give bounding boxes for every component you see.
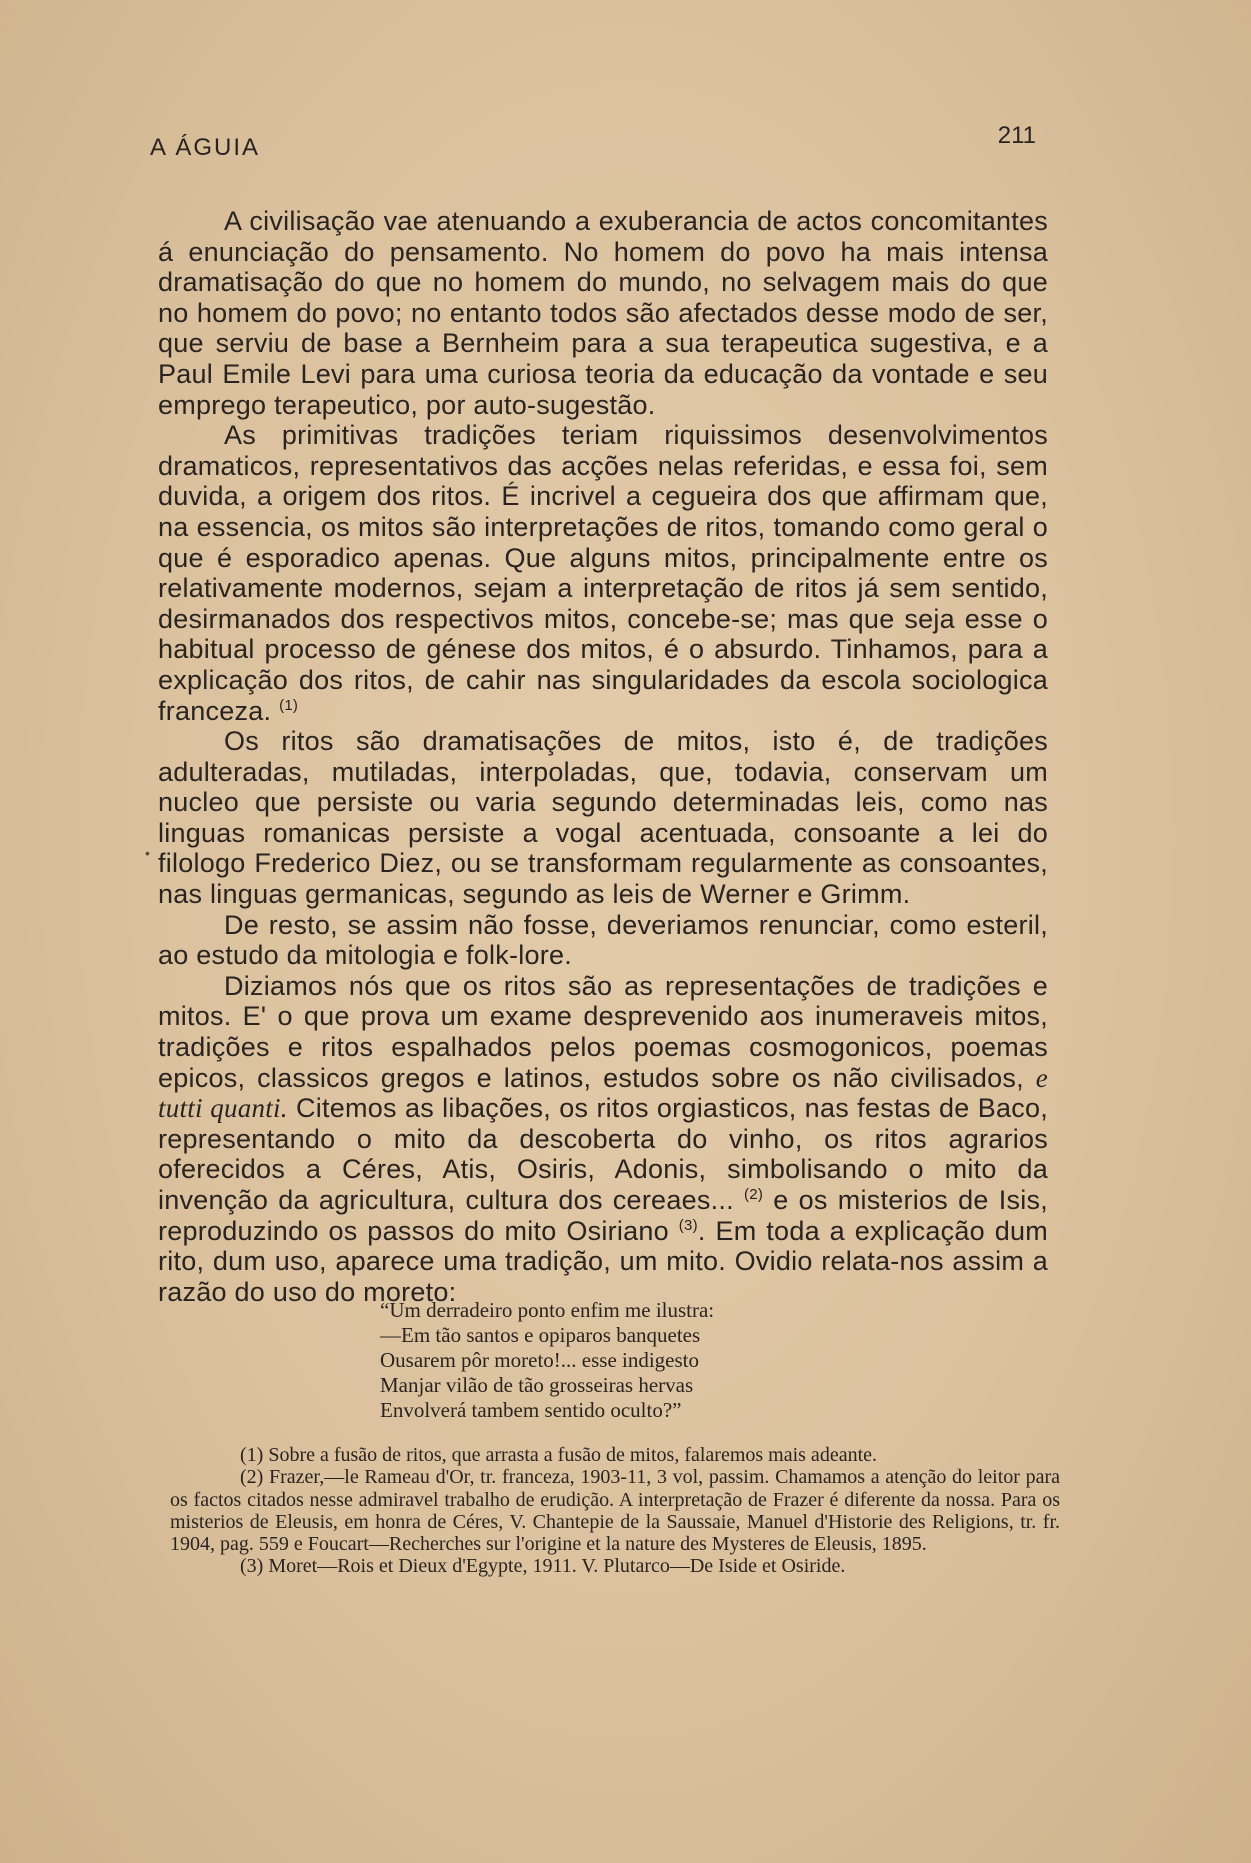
paragraph-text: Os ritos são dramatisações de mitos, isto é, de tradições adulteradas, mutiladas, interpoladas, que, todavia, conservam um nucleo que persiste ou varia segundo determinadas leis, como nas linguas romanicas persiste a vogal acentuada, consoante a lei do filologo Frederico Diez, ou se transformam regularmente as consoantes, nas linguas germanicas, segundo as leis de Werner e Grimm. [158,726,1048,910]
quote-line: Manjar vilão de tão grosseiras hervas [380,1373,694,1397]
footnote [170,1555,1060,1577]
paragraph-text: As primitivas tradições teriam riquissimos desenvolvimentos dramaticos, representativos das acções nelas referidas, e essa foi, sem duvida, a origem dos ritos. É incrivel a cegueira dos que affirmam que, na essencia, os mitos são interpretações de ritos, tomando como geral o que é esporadico apenas. Que alguns mitos, principalmente entre os relativamente modernos, sejam a interpretação de ritos já sem sentido, desirmanados dos respectivos mitos, concebe-se; mas que seja esse o habitual processo de génese dos mitos, é o absurdo. Tinhamos, para a explicação dos ritos, de cahir nas singularidades da escola sociologica franceza. [158,420,1048,726]
footnote-marker: (1) [240,1444,264,1466]
quote-line: Ousarem pôr moreto!... esse indigesto [380,1348,700,1372]
footnote-text: Frazer,—le Rameau d'Or, tr. franceza, 1903-11, 3 vol, passim. Chamamos a atenção do leitor para os factos citados nesse admiravel trabalho de erudição. A interpretação de Frazer é diferente da nossa. Para os misterios de Eleusis, em honra de Céres, V. Chantepie de la Saussaie, Manuel d'Historie des Religions, tr. fr. 1904, pag. 559 e Foucart—Recherches sur l'origine et la nature des Mysteres de Eleusis, 1895. [170,1466,1061,1556]
running-title: A ÁGUIA [150,134,261,161]
paragraph [158,726,1048,910]
paragraph-text: Citemos as libações, os ritos orgiasticos, nas festas de Baco, representando o mito da descoberta do vinho, os ritos agrarios oferecidos a Céres, Atis, Osiris, Adonis, simbolisando o mito da invenção da agricultura, cultura dos cereaes... [158,1093,1048,1215]
page-header [150,122,1036,162]
footnote-reference: (2) [744,1186,764,1203]
paragraph [158,206,1048,420]
paragraph-text: De resto, se assim não fosse, deveriamos renunciar, como esteril, ao estudo da mitologia e folk-lore. [158,909,1048,971]
quote-line: “Um derradeiro ponto enfim me ilustra: [380,1298,715,1322]
footnote-marker: (3) [240,1555,264,1578]
quote-line: Envolverá tambem sentido oculto?” [380,1398,682,1422]
paragraph-text: e os misterios de Isis, reproduzindo os passos do mito Osiriano [158,1185,1048,1246]
footnote-text: Moret—Rois et Dieux d'Egypte, 1911. V. Plutarco—De Iside et Osiride. [268,1555,846,1578]
footnotes [170,1444,1060,1578]
paragraph [158,910,1048,971]
footnote-reference: (3) [678,1216,698,1234]
footnote-reference: (1) [279,696,299,714]
paragraph-text: Diziamos nós que os ritos são as representações de tradições e mitos. E' o que prova um exame desprevenido aos inumeraveis mitos, tradições e ritos espalhados pelos poemas cosmogonicos, poemas epicos, classicos gregos e latinos, estudos sobre os não civilisados, [158,970,1048,1093]
body-text [158,206,1048,1307]
paragraph [158,971,1048,1308]
paragraph-text: . Em toda a explicação dum rito, dum uso, aparece uma tradição, um mito. Ovidio relata-nos assim a razão do uso do moreto: [158,1215,1048,1307]
footnote [170,1466,1060,1555]
italic-phrase: e tutti quanti. [158,1062,1048,1124]
verse-quotation [380,1298,714,1423]
page-number: 211 [997,122,1036,149]
footnote [170,1444,1060,1466]
margin-dot-icon: • [145,845,150,861]
footnote-marker: (2) [240,1466,264,1489]
quote-line: —Em tão santos e opiparos banquetes [380,1323,701,1347]
paragraph-text: A civilisação vae atenuando a exuberancia de actos concomitantes á enunciação do pensamento. No homem do povo ha mais intensa dramatisação do que no homem do mundo, no selvagem mais do que no homem do povo; no entanto todos são afectados desse modo de ser, que serviu de base a Bernheim para a sua terapeutica sugestiva, e a Paul Emile Levi para uma curiosa teoria da educação da vontade e seu emprego terapeutico, por auto-sugestão. [158,206,1048,420]
footnote-text: Sobre a fusão de ritos, que arrasta a fusão de mitos, falaremos mais adeante. [268,1444,877,1466]
paragraph [158,420,1048,726]
